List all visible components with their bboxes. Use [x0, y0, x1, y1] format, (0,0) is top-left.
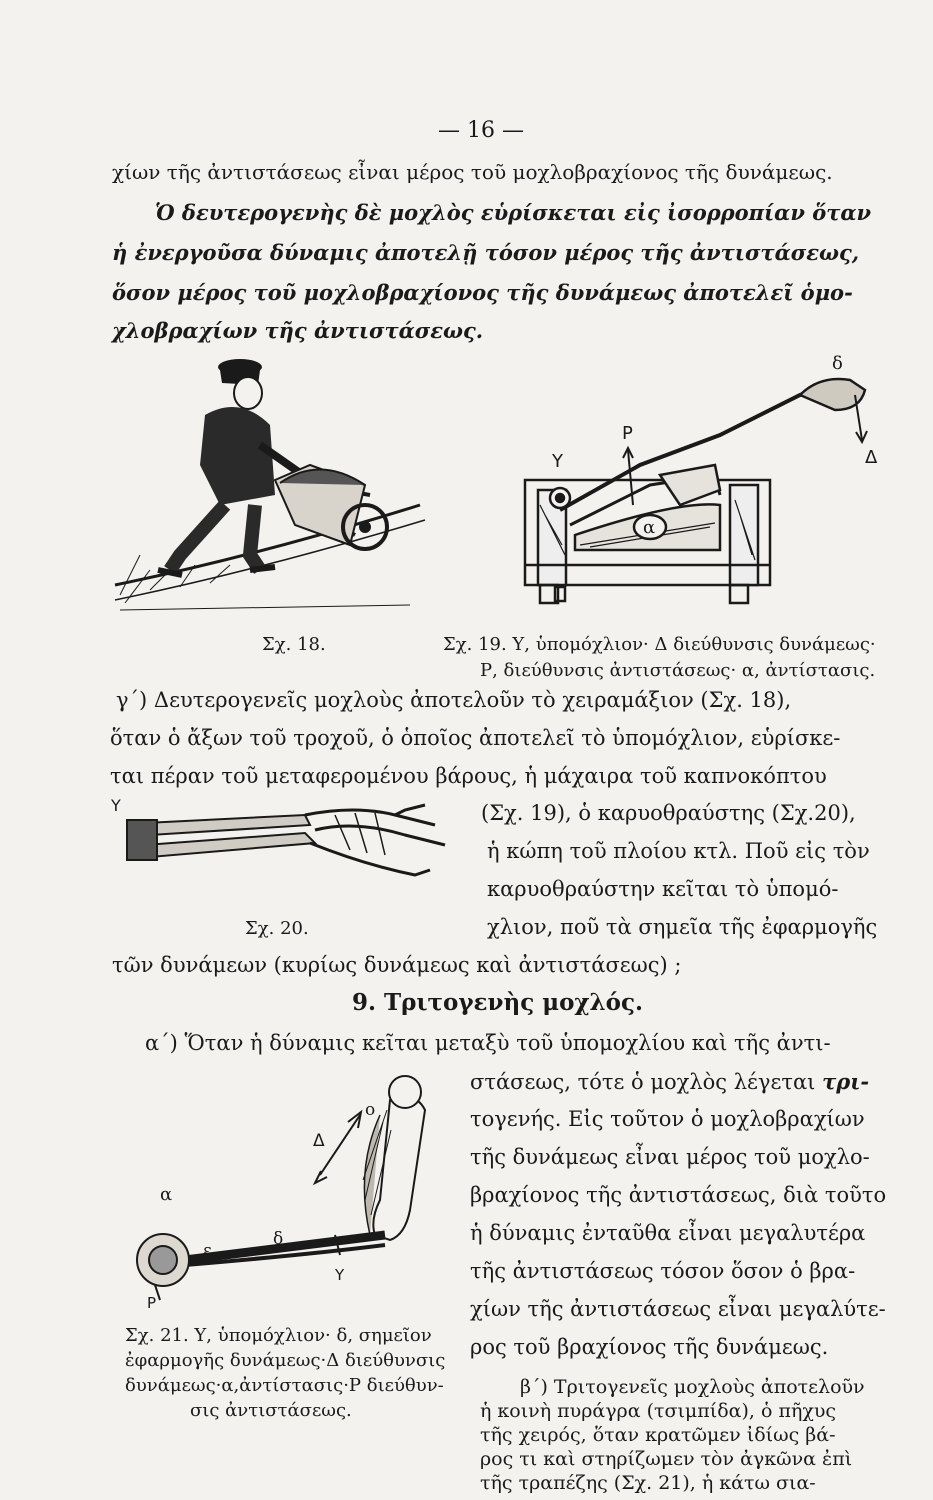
gamma-right-line: ἡ κώπη τοῦ πλοίου κτλ. Ποῦ εἰς τὸν: [487, 839, 870, 863]
term-tri: τρι-: [822, 1069, 870, 1094]
fig20-label-Y: Υ: [111, 796, 121, 815]
beta-line: β΄) Τριτογενεῖς μοχλοὺς ἀποτελοῦν: [520, 1376, 865, 1398]
fig19-label-delta-small: δ: [832, 355, 843, 374]
alpha-first-line: α΄) Ὅταν ἡ δύναμις κεῖται μεταξὺ τοῦ ὑπομοχλίου καὶ τῆς ἀντι-: [145, 1031, 831, 1055]
fig19-label-Delta: Δ: [865, 447, 878, 468]
alpha-line-text: στάσεως, τότε ὁ μοχλὸς λέγεται: [470, 1070, 816, 1094]
fig21-label-o: ο: [365, 1100, 376, 1120]
fig21-label-a: α: [160, 1184, 173, 1205]
alpha-line: [470, 1107, 865, 1131]
gamma-right-line: χλιον, ποῦ τὰ σημεῖα τῆς ἐφαρμογῆς: [487, 915, 878, 939]
figure-20-caption: Σχ. 20.: [245, 918, 309, 939]
fig19-label-P: Ρ: [622, 423, 633, 444]
gamma-line: ὅταν ὁ ἄξων τοῦ τροχοῦ, ὁ ὁποῖος ἀποτελεῖ τὸ ὑπομόχλιον, εὑρίσκε-: [110, 726, 841, 750]
gamma-last-line: τῶν δυνάμεων (κυρίως δυνάμεως καὶ ἀντιστάσεως) ;: [112, 953, 682, 977]
figure-21-caption-line: Σχ. 21. Υ, ὑπομόχλιον· δ, σημεῖον: [125, 1325, 432, 1346]
beta-line: ρος τι καὶ στηρίζωμεν τὸν ἀγκῶνα ἐπὶ: [480, 1448, 853, 1470]
alpha-line: [470, 1069, 869, 1094]
alpha-line: τῆς ἀντιστάσεως τόσον ὅσον ὁ βρα-: [470, 1259, 856, 1283]
fig19-label-alpha: α: [643, 517, 656, 538]
fig19-label-Y: Υ: [552, 451, 563, 472]
rule-line: Ὁ δευτερογενὴς δὲ μοχλὸς εὑρίσκεται εἰς ἰσορροπίαν ὅταν: [155, 200, 872, 225]
section-9-heading: 9. Τριτογενὴς μοχλός.: [352, 989, 644, 1016]
figure-21-caption-line: ἐφαρμογῆς δυνάμεως·Δ διεύθυνσις: [125, 1350, 446, 1371]
figure-21-forearm: [125, 1060, 460, 1310]
figure-21-caption-line: σις ἀντιστάσεως.: [190, 1400, 352, 1421]
figure-18-caption: Σχ. 18.: [262, 634, 326, 655]
figure-20-nutcracker: [105, 795, 450, 895]
gamma-right-line: (Σχ. 19), ὁ καρυοθραύστης (Σχ.20),: [481, 801, 856, 825]
intro-line: χίων τῆς ἀντιστάσεως εἶναι μέρος τοῦ μοχλοβραχίονος τῆς δυνάμεως.: [112, 160, 833, 184]
fig21-label-delta: δ: [273, 1229, 284, 1249]
gamma-line: ται πέραν τοῦ μεταφερομένου βάρους, ἡ μάχαιρα τοῦ καπνοκόπτου: [110, 764, 827, 788]
gamma-right-line: καρυοθραύστην κεῖται τὸ ὑπομό-: [487, 877, 839, 901]
alpha-line: ἡ δύναμις ἐνταῦθα εἶναι μεγαλυτέρα: [470, 1221, 866, 1245]
fig21-label-Y: Υ: [335, 1266, 345, 1284]
figure-21-caption-line: δυνάμεως·α,ἀντίστασις·Ρ διεύθυν-: [125, 1375, 444, 1396]
gamma-line: γ΄) Δευτερογενεῖς μοχλοὺς ἀποτελοῦν τὸ χειραμάξιον (Σχ. 18),: [116, 688, 792, 712]
figure-19-caption-line: Σχ. 19. Υ, ὑπομόχλιον· Δ διεύθυνσις δυνάμεως·: [443, 634, 876, 655]
figure-19-caption-line: Ρ, διεύθυνσις ἀντιστάσεως· α, ἀντίστασις.: [480, 660, 876, 681]
figure-19-tobacco-cutter: [520, 355, 910, 615]
alpha-line: χίων τῆς ἀντιστάσεως εἶναι μεγαλύτε-: [470, 1297, 886, 1321]
fig21-label-P: Ρ: [147, 1294, 157, 1310]
alpha-line: ρος τοῦ βραχίονος τῆς δυνάμεως.: [470, 1335, 829, 1359]
fig21-label-e: ε: [203, 1241, 212, 1261]
beta-line: τῆς χειρός, ὅταν κρατῶμεν ἰδίως βά-: [480, 1424, 836, 1446]
rule-line: ὅσον μέρος τοῦ μοχλοβραχίονος τῆς δυνάμεως ἀποτελεῖ ὁμο-: [112, 280, 853, 305]
alpha-line: τῆς δυνάμεως εἶναι μέρος τοῦ μοχλο-: [470, 1145, 870, 1169]
alpha-line: βραχίονος τῆς ἀντιστάσεως, διὰ τοῦτο: [470, 1183, 887, 1207]
rule-line: ἡ ἐνεργοῦσα δύναμις ἀποτελῇ τόσον μέρος τῆς ἀντιστάσεως,: [112, 240, 860, 265]
page-number: — 16 —: [438, 118, 524, 143]
alpha-line-text: τογενής. Εἰς τοῦτον ὁ μοχλοβραχίων: [470, 1107, 865, 1131]
fig21-label-Delta: Δ: [313, 1131, 325, 1151]
rule-line: χλοβραχίων τῆς ἀντιστάσεως.: [112, 318, 484, 343]
beta-line: τῆς τραπέζης (Σχ. 21), ἡ κάτω σια-: [480, 1472, 816, 1494]
figure-18-wheelbarrow: [110, 355, 430, 625]
beta-line: ἡ κοινὴ πυράγρα (τσιμπίδα), ὁ πῆχυς: [480, 1400, 837, 1422]
